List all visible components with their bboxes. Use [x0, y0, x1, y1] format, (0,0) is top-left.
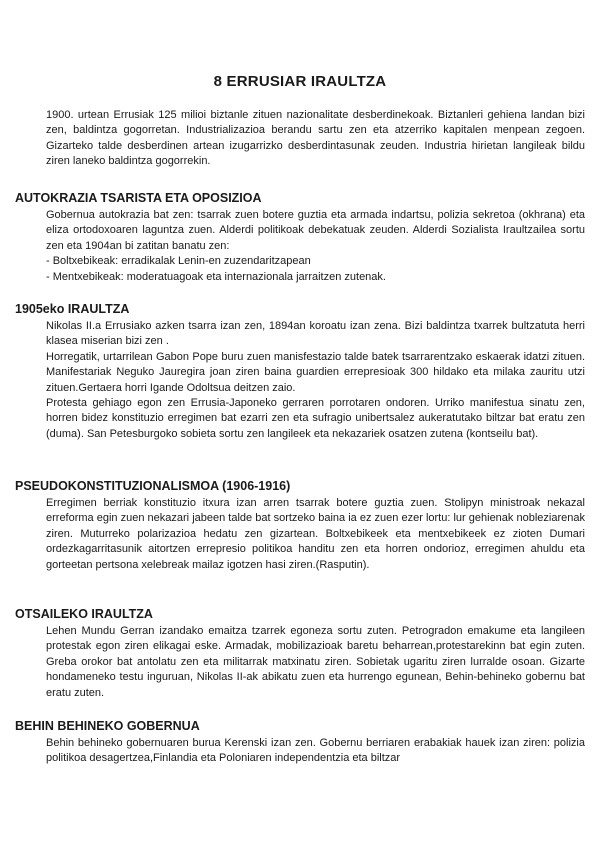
section-heading: BEHIN BEHINEKO GOBERNUA — [15, 719, 200, 733]
section-heading: 1905eko IRAULTZA — [15, 302, 130, 316]
intro-section — [15, 108, 585, 170]
section-pseudokonstituzionalismoa — [15, 478, 585, 573]
page-title: 8 ERRUSIAR IRAULTZA — [213, 73, 387, 90]
paragraph: Protesta gehiago egon zen Errusia-Japoneko gerraren porrotaren ondoren. Urriko manifestua sinatu zen, horren bidez konstituzio erregimen bat ezarri zen eta sufragio unibertsalez aukeratutako biltzar bat eratu zen (duma). San Petesburgoko sobieta sortu zen langileek eta nekazariek osatzen zutena (kontseilu bat). — [46, 397, 585, 440]
list-item: - Boltxebikeak: erradikalak Lenin-en zuzendaritzapean — [46, 255, 311, 268]
paragraph: Gobernua autokrazia bat zen: tsarrak zuen botere guztia eta armada indartsu, polizia sekretoa (okhrana) eta eliza ortodoxoaren laguntza zuen. Alderdi politikoak debekatuak zeuden. Alderdi Sozialista Iraultzailea sortu zen eta 1904an bi zatitan banatu zen: — [46, 209, 585, 252]
paragraph: Lehen Mundu Gerran izandako emaitza tzarrek egoneza sortu zuten. Petrogradon emakume eta langileen protestak egon ziren elikagai eske. Armadak, mobilizazioak baretu beharrean,protestarekinn bat egin zuten. Greba orokor bat antolatu zen eta militarrak matxinatu ziren. Sobietak ugaritu ziren lurralde osoan. Gizarte hondameneko testu inguruan, Nikolas II-ak abikatu zuen eta hurrengo egunean, Behin-behineko gobernu bat eratu zuten. — [46, 625, 585, 699]
section-body — [46, 496, 585, 573]
section-heading: OTSAILEKO IRAULTZA — [15, 607, 153, 621]
intro-body — [46, 108, 585, 170]
section-body — [46, 208, 585, 285]
section-otsaileko-iraultza — [15, 606, 585, 701]
section-autokrazia — [15, 190, 585, 285]
section-body — [46, 736, 585, 767]
paragraph: Erregimen berriak konstituzio itxura izan arren tsarrak botere guztia zuen. Stolipyn ministroak nekazal erreforma egin zuen nekazari jabeen talde bat sortzeko baina ia ez zuen ezer lortu: lur gehienak nobleziarenak ziren. Muturreko polarizazioa hedatu zen gizartean. Boltxebikeek eta mentxebikeek ez zioten Dumari ordezkagarritasunik aitortzen errepresio politikoa handitu zen eta horren ondorioz, erregimen ahuldu eta gorteetan pertsona xelebreak mailaz igotzen hasi ziren.(Rasputin). — [46, 497, 585, 571]
paragraph: Behin behineko gobernuaren burua Kerenski izan zen. Gobernu berriaren erabakiak hauek izan ziren: polizia politikoa desagertzea,Finlandia eta Poloniaren independentzia eta biltzar — [46, 737, 585, 765]
intro-paragraph: 1900. urtean Errusiak 125 milioi biztanle zituen nazionalitate desberdinekoak. Biztanleri gehiena landan bizi zen, baldintza gogorretan. Industrializazioa berandu sartu zen eta atzerriko kapitalen menpean zegoen. Gizarteko talde desberdinen artean izugarrizko desberdintasunak zeuden. Industria hirietan langileak bildu ziren laneko baldintza gogorrekin. — [46, 109, 585, 168]
list-item: - Mentxebikeak: moderatuagoak eta internazionala jarraitzen zutenak. — [46, 270, 386, 283]
paragraph: Nikolas II.a Errusiako azken tsarra izan zen, 1894an koroatu izan zena. Bizi baldintza txarrek bultzatuta herri klasea miserian bizi zen . — [46, 320, 585, 348]
section-heading: AUTOKRAZIA TSARISTA ETA OPOSIZIOA — [15, 191, 262, 205]
paragraph: Horregatik, urtarrilean Gabon Pope buru zuen manisfestazio talde batek tsarrarentzako eskaerak idatzi zituen. Manifestariak Neguko Jauregira joan ziren baina guardien errepresioak 300 hildako eta milaka zauritu utzi zituen.Gertaera horri Igande Odoltsua deitzen zaio. — [46, 350, 585, 394]
section-behin-behineko-gobernua — [15, 718, 585, 767]
section-body — [46, 624, 585, 701]
section-heading: PSEUDOKONSTITUZIONALISMOA (1906-1916) — [15, 479, 291, 493]
section-body — [46, 319, 585, 442]
section-1905-iraultza — [15, 301, 585, 442]
